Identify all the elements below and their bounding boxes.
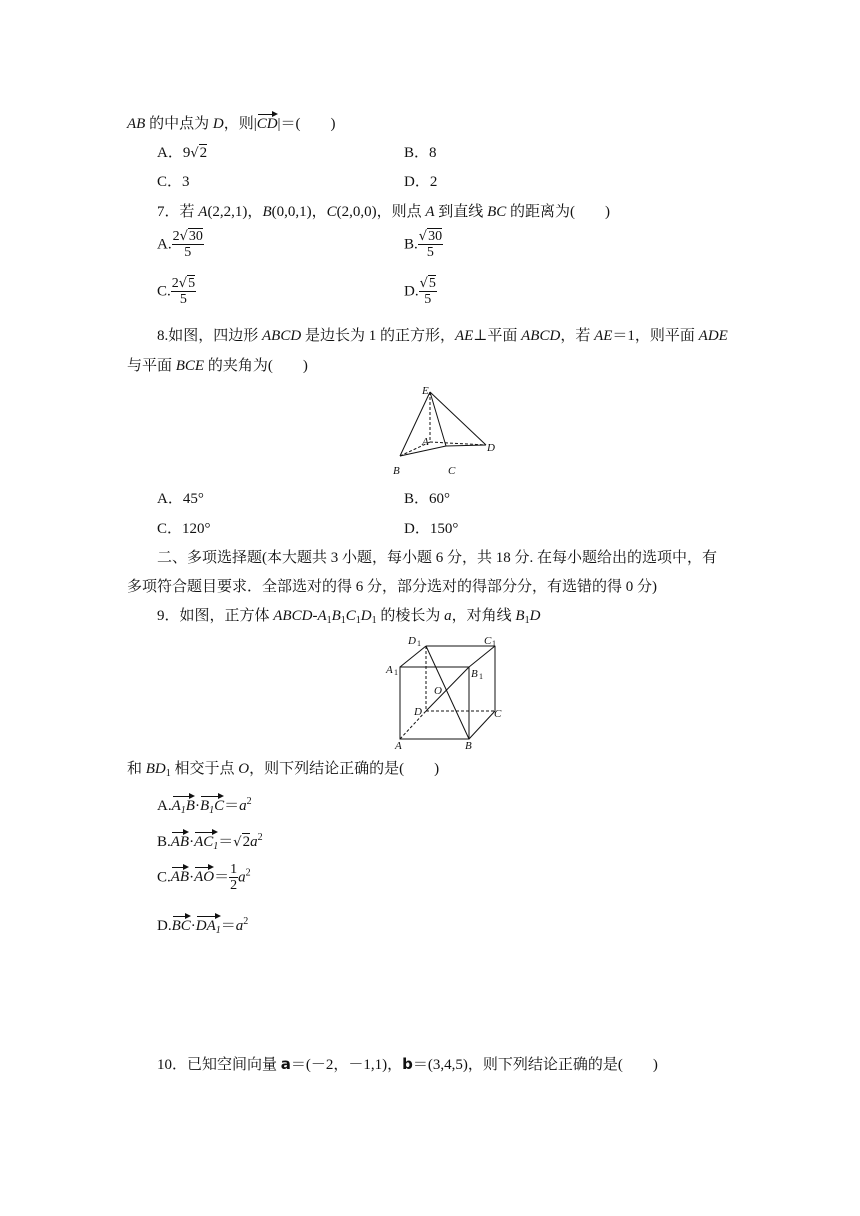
t: O bbox=[238, 761, 250, 777]
radicand: 5 bbox=[428, 276, 436, 291]
t: ＝ bbox=[214, 869, 230, 886]
t: BD bbox=[145, 761, 166, 777]
t: AE bbox=[454, 328, 474, 344]
sub: 1 bbox=[355, 615, 361, 626]
q7-point-c: C bbox=[326, 204, 337, 220]
vector-b: b bbox=[402, 1055, 413, 1073]
q9-option-c bbox=[157, 862, 251, 894]
q8-stem-line2 bbox=[127, 357, 308, 375]
label-d: D bbox=[414, 706, 422, 718]
fraction: $\frac{√30}{5}$ bbox=[418, 229, 443, 261]
t: ABCD bbox=[262, 328, 302, 344]
q7-option-a bbox=[157, 229, 204, 261]
t: ，若 bbox=[560, 328, 595, 344]
t: 10．已知空间向量 bbox=[157, 1057, 281, 1073]
cube-figure bbox=[383, 630, 515, 754]
q7-tail: 的距离为( ) bbox=[506, 204, 610, 220]
q6-option-c: C．3 bbox=[157, 174, 190, 190]
t: B bbox=[515, 608, 525, 624]
label-a: A bbox=[422, 436, 429, 448]
label-b1: B bbox=[471, 668, 478, 680]
q10-stem bbox=[157, 1055, 658, 1074]
q7-option-b bbox=[404, 229, 443, 261]
q8-option-a: A．45° bbox=[157, 491, 204, 507]
denominator: 5 bbox=[426, 245, 434, 261]
t: a bbox=[239, 798, 247, 814]
radicand: 2 bbox=[242, 834, 251, 850]
q7-option-d bbox=[404, 276, 437, 308]
q7-coords-c: (2,0,0)，则点 bbox=[336, 204, 426, 220]
q9-stem-cont bbox=[127, 760, 439, 778]
sup: 2 bbox=[243, 916, 249, 927]
radicand: 30 bbox=[188, 229, 203, 244]
vector-ab: AB bbox=[171, 830, 189, 851]
sub: 1 bbox=[417, 639, 421, 648]
vector-b1c: $B_1C$ bbox=[200, 794, 224, 815]
q6-option-b: B．8 bbox=[404, 145, 437, 161]
t: ＝1，则平面 bbox=[612, 328, 699, 344]
q8-option-d: D．150° bbox=[404, 521, 459, 537]
t: D bbox=[360, 608, 372, 624]
q7-point: A bbox=[425, 204, 435, 220]
t: A bbox=[317, 608, 327, 624]
q7-option-b-label: B. bbox=[404, 236, 418, 253]
denominator: 2 bbox=[230, 878, 238, 894]
dot: · bbox=[189, 869, 195, 886]
t: 和 bbox=[127, 761, 146, 777]
t: 9．如图，正方体 bbox=[157, 608, 274, 624]
q6-stem-ab: AB bbox=[127, 116, 146, 132]
dot: · bbox=[189, 834, 195, 850]
label-d: D bbox=[487, 442, 495, 454]
q6-stem-d: D bbox=[212, 116, 224, 132]
t: 是边长为 1 的正方形， bbox=[301, 328, 455, 344]
q6-option-a-label: A．9 bbox=[157, 145, 191, 161]
t: a bbox=[444, 608, 452, 624]
t: ＝(3,4,5)，则下列结论正确的是( ) bbox=[412, 1057, 658, 1073]
fraction: $\frac{√5}{5}$ bbox=[419, 276, 436, 308]
label-c: C bbox=[448, 465, 456, 477]
numerator: 1 bbox=[230, 862, 238, 877]
sub: 1 bbox=[340, 615, 346, 626]
label: C. bbox=[157, 869, 171, 886]
section-heading bbox=[157, 549, 717, 567]
q8-option-b: B．60° bbox=[404, 491, 451, 507]
vector-ao: AO bbox=[194, 865, 214, 886]
sub: 1 bbox=[492, 639, 496, 648]
t: 与平面 bbox=[127, 358, 176, 374]
label-c1: C bbox=[484, 635, 492, 647]
vector-ab: AB bbox=[171, 865, 189, 886]
q7-coords-b: (0,0,1)， bbox=[271, 204, 327, 220]
q7-option-a-label: A. bbox=[157, 236, 172, 253]
q7-point-a: A bbox=[198, 204, 208, 220]
q6-stem-tail: |＝( ) bbox=[277, 116, 336, 132]
dot: · bbox=[190, 918, 196, 934]
q7-stem bbox=[157, 203, 610, 221]
t: ⊥平面 bbox=[473, 328, 522, 344]
sub: 1 bbox=[371, 615, 377, 626]
radicand: 30 bbox=[428, 229, 443, 244]
sup: 2 bbox=[246, 796, 252, 807]
t: 的棱长为 bbox=[376, 608, 445, 624]
t: - bbox=[312, 608, 318, 624]
q9-option-d bbox=[157, 914, 248, 935]
label: D. bbox=[157, 918, 172, 934]
t: B bbox=[331, 608, 341, 624]
label: A. bbox=[157, 798, 172, 814]
sqrt-symbol: √ bbox=[190, 146, 199, 161]
q8-stem-line1 bbox=[157, 327, 728, 345]
q7-num: 7．若 bbox=[157, 204, 199, 220]
coef: 2 bbox=[172, 229, 180, 244]
q7-mid: 到直线 bbox=[434, 204, 488, 220]
sup: 2 bbox=[245, 867, 251, 879]
q6-option-d: D．2 bbox=[404, 174, 438, 190]
pyramid-figure bbox=[388, 380, 500, 480]
section-heading-cont: 多项符合题目要求．全部选对的得 6 分，部分选对的得部分分，有选错的得 0 分) bbox=[127, 579, 657, 595]
label-d1: D bbox=[408, 635, 416, 647]
sup: 2 bbox=[257, 832, 263, 843]
q7-option-d-label: D. bbox=[404, 283, 419, 300]
q7-option-c bbox=[157, 276, 196, 308]
label: B. bbox=[157, 834, 171, 850]
t: D bbox=[529, 608, 541, 624]
radicand: 5 bbox=[188, 276, 196, 291]
q6-stem-text2: ，则| bbox=[223, 116, 257, 132]
t: ADE bbox=[698, 328, 728, 344]
sub: 1 bbox=[394, 668, 398, 677]
q6-stem-text: 的中点为 bbox=[145, 116, 213, 132]
t: ABCD bbox=[273, 608, 313, 624]
t: ＝ bbox=[218, 834, 234, 850]
vector-da1: $DA_1$ bbox=[196, 914, 221, 935]
t: 相交于点 bbox=[170, 761, 239, 777]
sub: 1 bbox=[479, 672, 483, 681]
vector-ac1: $AC_1$ bbox=[194, 830, 218, 851]
t: a bbox=[238, 869, 246, 886]
denominator: 5 bbox=[424, 292, 432, 308]
sub: 1 bbox=[165, 768, 171, 779]
label-e: E bbox=[422, 385, 429, 397]
q9-option-b: $B.AB\cdot AC_1=√2a^2$ bbox=[157, 832, 263, 852]
q9-stem bbox=[157, 607, 540, 625]
t: ＝ bbox=[224, 798, 240, 814]
q6-option-a bbox=[157, 144, 207, 162]
q7-option-c-label: C. bbox=[157, 283, 171, 300]
label-b: B bbox=[465, 740, 472, 752]
label-a1: A bbox=[386, 664, 393, 676]
t: 8.如图，四边形 bbox=[157, 328, 263, 344]
label-o: O bbox=[434, 685, 442, 697]
q9-option-a bbox=[157, 794, 252, 815]
fraction: $\frac{2√5}{5}$ bbox=[171, 276, 196, 308]
t: a bbox=[250, 834, 258, 850]
sub: 1 bbox=[524, 615, 530, 626]
q8-option-c: C．120° bbox=[157, 521, 211, 537]
fraction bbox=[229, 862, 238, 894]
t: ABCD bbox=[521, 328, 561, 344]
q7-line: BC bbox=[487, 204, 507, 220]
t: ，则下列结论正确的是( ) bbox=[249, 761, 440, 777]
vector-bc: BC bbox=[172, 914, 191, 935]
t: 的夹角为( ) bbox=[204, 358, 308, 374]
t: ＝(－2，－1,1)， bbox=[290, 1057, 403, 1073]
coef: 2 bbox=[171, 276, 179, 291]
q7-point-b: B bbox=[262, 204, 272, 220]
dot: · bbox=[194, 798, 200, 814]
fraction: $\frac{2√30}{5}$ bbox=[172, 229, 203, 261]
vector-a: a bbox=[280, 1055, 291, 1073]
q6-stem bbox=[127, 112, 336, 133]
denominator: 5 bbox=[184, 245, 192, 261]
t: ，对角线 bbox=[451, 608, 516, 624]
sub: 1 bbox=[326, 615, 332, 626]
t: ＝ bbox=[220, 918, 236, 934]
denominator: 5 bbox=[179, 292, 187, 308]
t: C bbox=[345, 608, 356, 624]
t: a bbox=[235, 918, 244, 934]
q6-option-a-radicand: 2 bbox=[199, 145, 208, 161]
vector-cd: CD bbox=[257, 112, 278, 133]
label-c: C bbox=[494, 708, 502, 720]
label-a: A bbox=[395, 740, 402, 752]
q7-coords-a: (2,2,1)， bbox=[207, 204, 263, 220]
section-heading-line1: 二、多项选择题(本大题共 3 小题，每小题 6 分，共 18 分. 在每小题给出的选项中，有 bbox=[157, 550, 717, 566]
t: AE bbox=[594, 328, 613, 344]
vector-a1b: $A_1B$ bbox=[172, 794, 195, 815]
t: BCE bbox=[175, 358, 205, 374]
label-b: B bbox=[393, 465, 400, 477]
